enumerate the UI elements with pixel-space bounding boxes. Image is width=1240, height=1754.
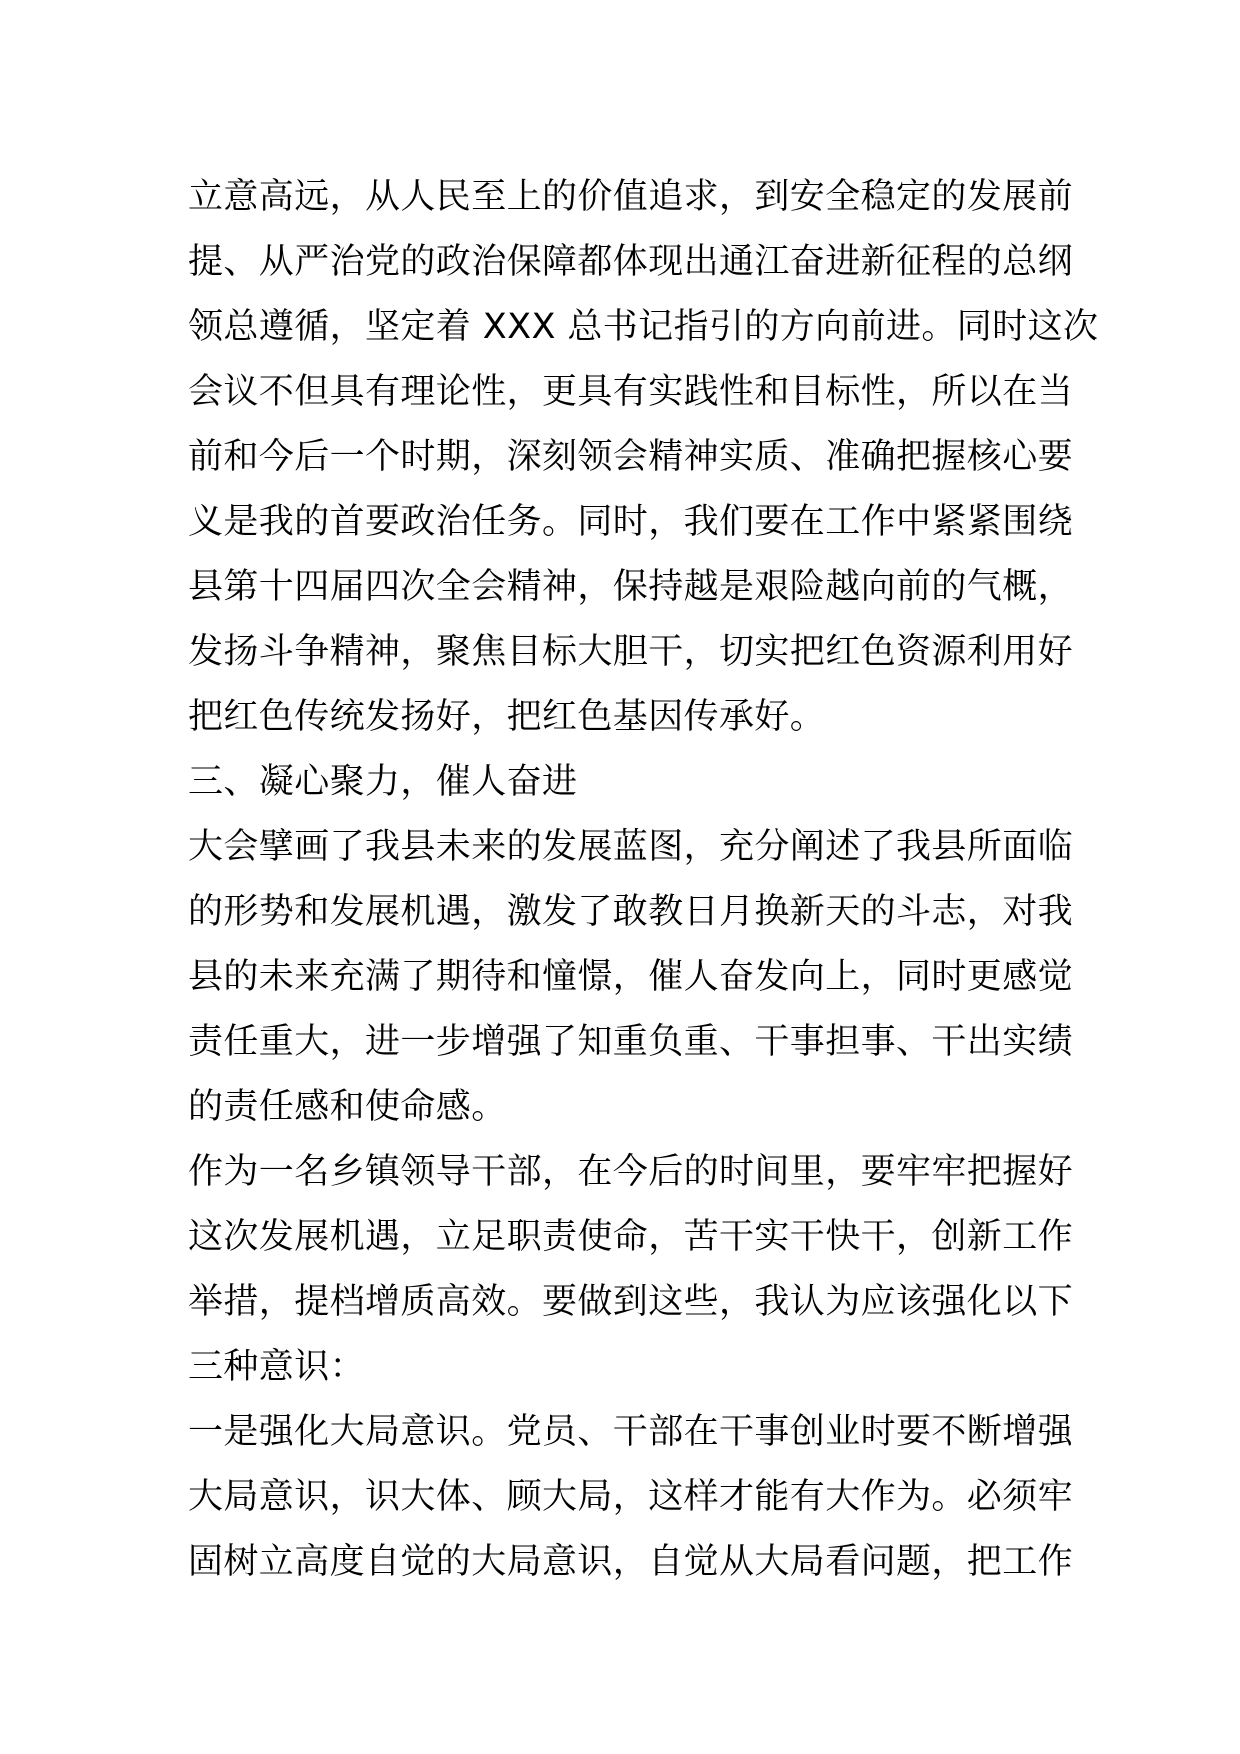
- text-line: 一是强化大局意识。党员、干部在干事创业时要不断增强: [188, 1412, 1074, 1452]
- text-line: 的形势和发展机遇，激发了敢教日月换新天的斗志，对我: [188, 892, 1074, 932]
- section-heading: 三、凝心聚力，催人奋进: [188, 762, 578, 802]
- text-line: 县第十四届四次全会精神，保持越是艰险越向前的气概，: [188, 567, 1074, 607]
- text-line: 作为一名乡镇领导干部，在今后的时间里，要牢牢把握好: [188, 1152, 1074, 1192]
- text-line: 的责任感和使命感。: [188, 1087, 507, 1127]
- text-line: 把红色传统发扬好，把红色基因传承好。: [188, 697, 826, 737]
- text-line: 大局意识，识大体、顾大局，这样才能有大作为。必须牢: [188, 1477, 1074, 1517]
- text-line: 举措，提档增质高效。要做到这些，我认为应该强化以下: [188, 1282, 1074, 1322]
- text-line: 固树立高度自觉的大局意识，自觉从大局看问题，把工作: [188, 1542, 1074, 1582]
- text-line: 前和今后一个时期，深刻领会精神实质、准确把握核心要: [188, 437, 1074, 477]
- text-line: 这次发展机遇，立足职责使命，苦干实干快干，创新工作: [188, 1217, 1074, 1257]
- text-line: 义是我的首要政治任务。同时，我们要在工作中紧紧围绕: [188, 502, 1074, 542]
- document-body: [188, 165, 1099, 1595]
- text-line: 领总遵循，坚定着 XXX 总书记指引的方向前进。同时这次: [188, 307, 1099, 347]
- text-line: 三种意识：: [188, 1347, 366, 1387]
- text-line: 发扬斗争精神，聚焦目标大胆干，切实把红色资源利用好: [188, 632, 1074, 672]
- text-line: 立意高远，从人民至上的价值追求，到安全稳定的发展前: [188, 177, 1074, 217]
- text-line: 提、从严治党的政治保障都体现出通江奋进新征程的总纲: [188, 242, 1074, 282]
- text-line: 县的未来充满了期待和憧憬，催人奋发向上，同时更感觉: [188, 957, 1074, 997]
- text-line: 责任重大，进一步增强了知重负重、干事担事、干出实绩: [188, 1022, 1074, 1062]
- text-line: 会议不但具有理论性，更具有实践性和目标性，所以在当: [188, 372, 1074, 412]
- text-line: 大会擘画了我县未来的发展蓝图，充分阐述了我县所面临: [188, 827, 1074, 867]
